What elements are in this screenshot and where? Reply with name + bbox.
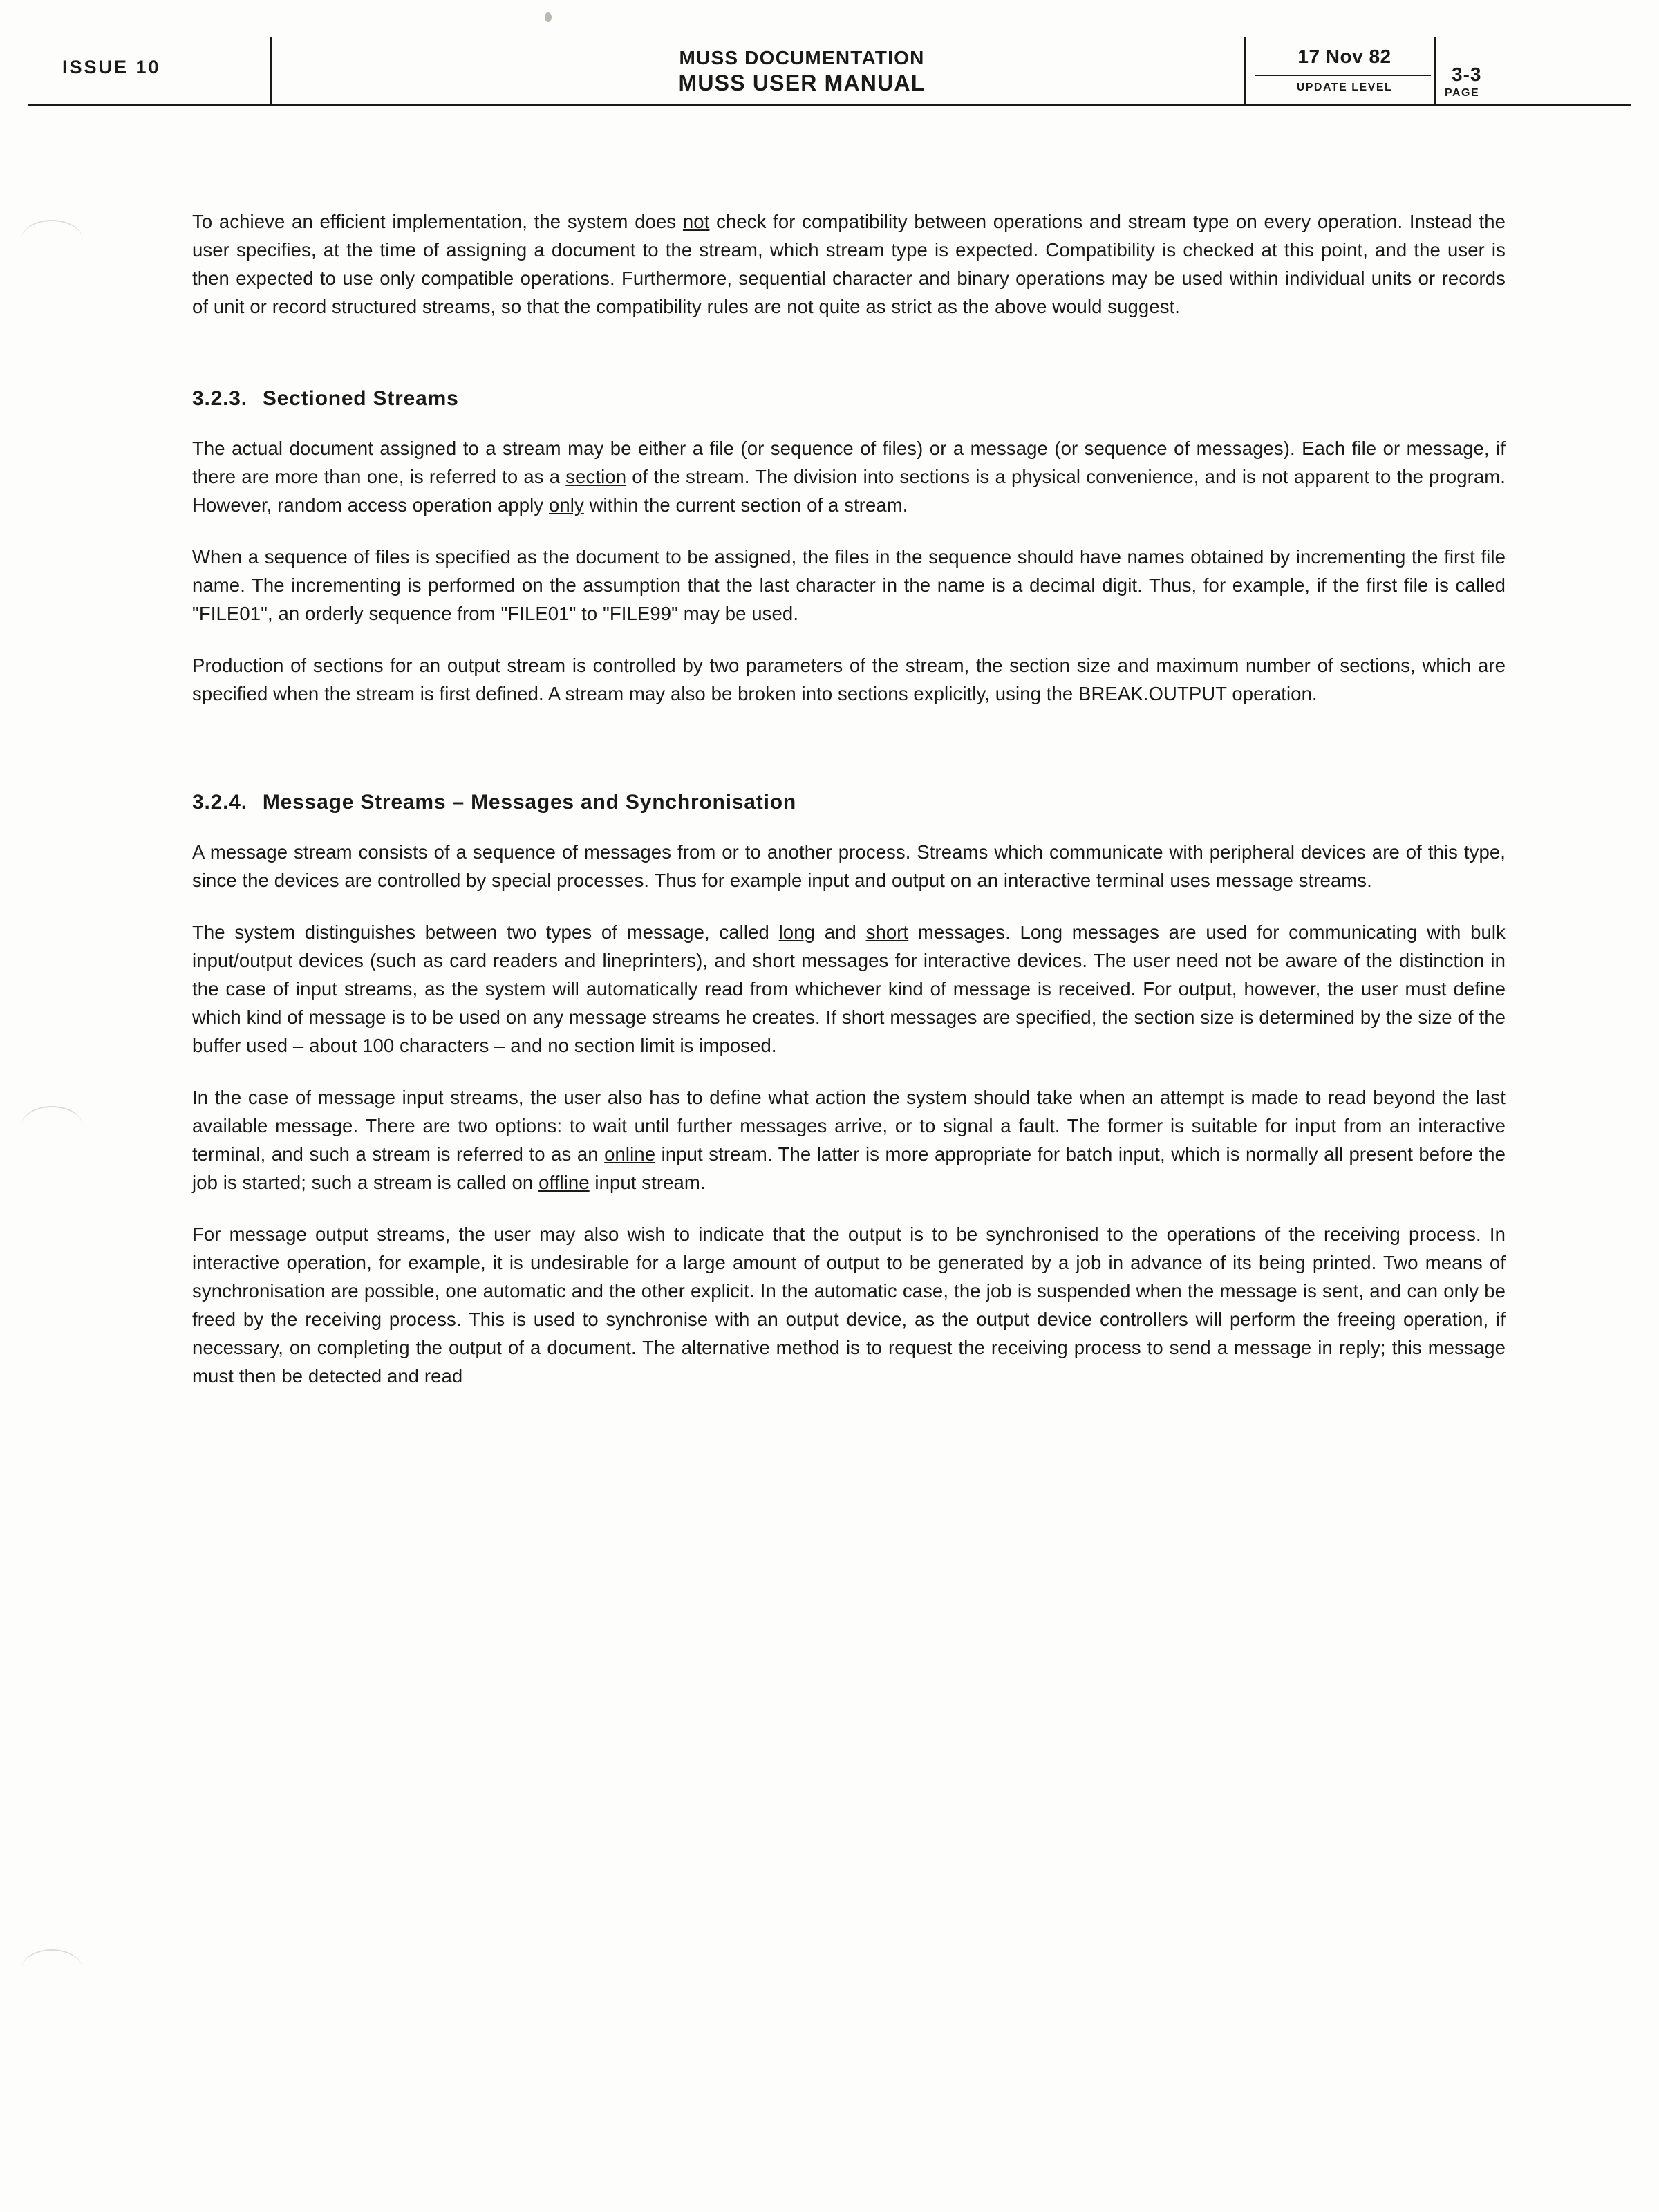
header-title-line1: MUSS DOCUMENTATION (679, 47, 925, 68)
header-divider-mid (1244, 37, 1246, 104)
emphasis-section: section (565, 466, 627, 487)
paragraph-3-2-3-1: The actual document assigned to a stream may be either a file (or sequence of files) or a message (or sequence of messages). Each file or message, if there are more than one, is referred to as a section of the stream. The division into sections is a physical convenience, and is not apparent to the program. However, random access operation apply only within the current section of a stream. (192, 438, 1506, 516)
header-issue: ISSUE 10 (62, 57, 161, 77)
emphasis-online: online (604, 1143, 656, 1165)
section-number: 3.2.4. (192, 791, 247, 814)
page-edge-mark (21, 220, 83, 245)
section-heading-3-2-3 (192, 387, 1506, 411)
paragraph-3-2-4-4: For message output streams, the user may also wish to indicate that the output is to be synchronised to the operations of the receiving process. In interactive operation, for example, it is undesirable for a large amount of output to be generated by a job in advance of its being printed. Two means of synchronisation are possible, one automatic and the other explicit. In the automatic case, the job is suspended when the message is sent, and can only be freed by the receiving process. This is used to synchronise with an output device, as the output device controllers will perform the freeing operation, if necessary, on completing the output of a document. The alternative method is to request the receiving process to send a message in reply; this message must then be detected and read (192, 1224, 1506, 1387)
page-edge-mark (21, 1106, 83, 1131)
section-heading-3-2-4 (192, 791, 1506, 814)
emphasis-only: only (548, 494, 584, 516)
section-title: Sectioned Streams (262, 387, 459, 410)
header-title-block (456, 47, 1147, 96)
header-page-number: 3-3 (1452, 64, 1482, 85)
emphasis-long: long (778, 921, 815, 943)
intro-paragraph: To achieve an efficient implementation, the system does not check for compatibility between operations and stream type on every operation. Instead the user specifies, at the time of assigning a document to the stream, which stream type is expected. Compatibility is checked at this point, and the user is then expected to use only compatible operations. Furthermore, sequential character and binary operations may be used within individual units or records of unit or record structured streams, so that the compatibility rules are not quite as strict as the above would suggest. (192, 211, 1506, 317)
paragraph-3-2-4-2: The system distinguishes between two types of message, called long and short messages. Long messages are used for communicating with bulk input/output devices (such as card readers and lineprinters), and short messages for interactive devices. The user need not be aware of the distinction in the case of input streams, as the system will automatically read from whichever kind of message is received. For output, however, the user must define which kind of message is to be used on any message streams he creates. If short messages are specified, the section size is determined by the size of the buffer used – about 100 characters – and no section limit is imposed. (192, 921, 1506, 1056)
paragraph-3-2-4-1: A message stream consists of a sequence of messages from or to another process. Streams which communicate with peripheral devices are of this type, since the devices are controlled by special processes. Thus for example input and output on an interactive terminal uses message streams. (192, 841, 1506, 891)
paragraph-3-2-4-3: In the case of message input streams, the user also has to define what action the system should take when an attempt is made to read beyond the last available message. There are two options: to wait until further messages arrive, or to signal a fault. The former is suitable for input from an interactive terminal, and such a stream is referred to as an online input stream. The latter is more appropriate for batch input, which is normally all present before the job is started; such a stream is called on offline input stream. (192, 1087, 1506, 1193)
emphasis-offline: offline (538, 1172, 590, 1193)
header-page-label: PAGE (1445, 87, 1480, 99)
page-header (28, 28, 1631, 104)
header-divider-right (1434, 37, 1436, 104)
section-number: 3.2.3. (192, 387, 247, 410)
page-edge-mark (21, 1949, 83, 1974)
header-divider-left (270, 37, 272, 104)
scan-speck (545, 12, 552, 22)
section-title: Message Streams – Messages and Synchronisation (262, 791, 796, 814)
paragraph-3-2-3-2: When a sequence of files is specified as the document to be assigned, the files in the sequence should have names obtained by incrementing the first file name. The incrementing is performed on the assumption that the last character in the name is a decimal digit. Thus, for example, if the first file is called "FILE01", an orderly sequence from "FILE01" to "FILE99" may be used. (192, 546, 1506, 624)
header-title-line2: MUSS USER MANUAL (678, 71, 926, 95)
header-update-level-label: UPDATE LEVEL (1296, 82, 1393, 93)
header-date-underline (1255, 75, 1431, 76)
header-date: 17 Nov 82 (1297, 46, 1391, 67)
header-horizontal-rule (28, 104, 1631, 106)
emphasis-not: not (682, 211, 710, 232)
paragraph-3-2-3-3: Production of sections for an output stream is controlled by two parameters of the stream, the section size and maximum number of sections, which are specified when the stream is first defined. A stream may also be broken into sections explicitly, using the BREAK.OUTPUT operation. (192, 655, 1506, 704)
document-body (192, 207, 1506, 1390)
emphasis-short: short (865, 921, 909, 943)
